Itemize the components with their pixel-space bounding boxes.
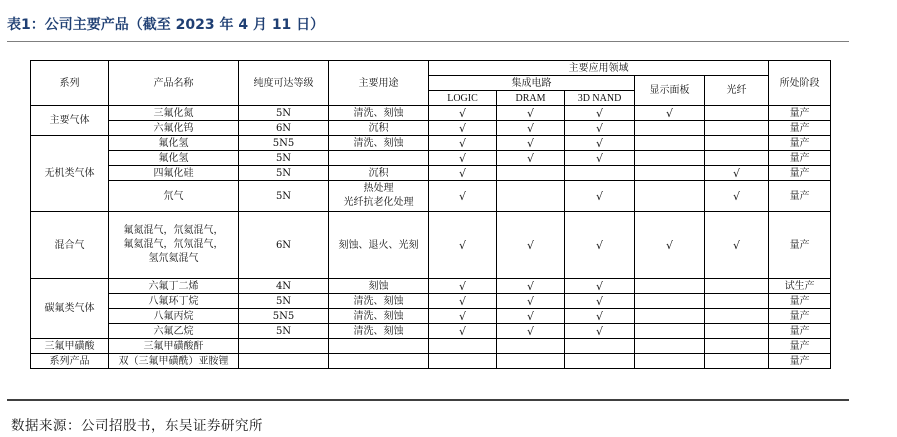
product-cell: 六氟丁二烯 [109,279,239,294]
purity-cell [239,354,329,369]
check-mark: √ [497,212,565,279]
usage-cell: 清洗、刻蚀 [329,106,429,121]
check-mark: √ [429,166,497,181]
check-mark: √ [429,121,497,136]
stage-cell: 量产 [769,106,831,121]
check-mark: √ [429,309,497,324]
empty-cell [429,339,497,354]
check-mark: √ [565,324,635,339]
purity-cell: 5N [239,151,329,166]
check-mark: √ [565,294,635,309]
table-row [31,136,831,151]
purity-cell: 5N5 [239,136,329,151]
empty-cell [705,279,769,294]
product-cell: 氘气 [109,181,239,212]
product-cell: 八氟丙烷 [109,309,239,324]
usage-cell [329,354,429,369]
table-row [31,181,831,212]
header-series: 系列 [31,61,109,106]
empty-cell [497,166,565,181]
product-cell: 三氟化氮 [109,106,239,121]
stage-cell: 量产 [769,354,831,369]
check-mark: √ [565,151,635,166]
table-row [31,294,831,309]
check-mark: √ [705,181,769,212]
table-row [31,106,831,121]
check-mark: √ [565,309,635,324]
empty-cell [635,151,705,166]
product-cell: 六氟化钨 [109,121,239,136]
header-app-field: 主要应用领域 [429,61,769,76]
table-row [31,324,831,339]
header-usage: 主要用途 [329,61,429,106]
group-triflic-line2: 系列产品 [31,354,109,369]
empty-cell [635,309,705,324]
check-mark: √ [565,181,635,212]
usage-cell: 刻蚀、退火、光刻 [329,212,429,279]
empty-cell [705,106,769,121]
check-mark: √ [497,309,565,324]
group-mixed-gas: 混合气 [31,212,109,279]
purity-cell: 5N [239,166,329,181]
check-mark: √ [429,279,497,294]
usage-line: 光纤抗老化处理 [343,197,414,208]
table-row [31,212,831,279]
check-mark: √ [705,166,769,181]
empty-cell [565,339,635,354]
empty-cell [705,151,769,166]
stage-cell: 量产 [769,181,831,212]
check-mark: √ [429,294,497,309]
empty-cell [635,354,705,369]
header-dram: DRAM [497,91,565,106]
empty-cell [635,324,705,339]
check-mark: √ [429,151,497,166]
header-ic: 集成电路 [429,76,635,91]
check-mark: √ [565,106,635,121]
stage-cell: 量产 [769,121,831,136]
table-row [31,121,831,136]
check-mark: √ [565,136,635,151]
check-mark: √ [497,121,565,136]
empty-cell [635,181,705,212]
stage-cell: 量产 [769,212,831,279]
page-title: 表1：公司主要产品（截至 2023 年 4 月 11 日） [7,17,325,33]
usage-cell: 刻蚀 [329,279,429,294]
group-fluorocarbon-gas: 碳氟类气体 [31,279,109,339]
empty-cell [705,324,769,339]
empty-cell [635,339,705,354]
purity-cell: 5N [239,181,329,212]
check-mark: √ [429,136,497,151]
check-mark: √ [635,106,705,121]
stage-cell: 量产 [769,136,831,151]
table-row [31,151,831,166]
stage-cell: 量产 [769,339,831,354]
usage-cell: 沉积 [329,121,429,136]
check-mark: √ [635,212,705,279]
header-purity: 纯度可达等级 [239,61,329,106]
empty-cell [705,136,769,151]
empty-cell [705,339,769,354]
usage-cell: 清洗、刻蚀 [329,294,429,309]
group-main-gas: 主要气体 [31,106,109,136]
header-fiber: 光纤 [705,76,769,106]
check-mark: √ [429,212,497,279]
usage-cell [329,181,429,212]
purity-cell: 5N [239,324,329,339]
table-row [31,339,831,354]
product-line: 氟氮混气，氘氦混气， [123,225,224,236]
usage-cell: 清洗、刻蚀 [329,324,429,339]
empty-cell [635,279,705,294]
table-row [31,354,831,369]
purity-cell: 4N [239,279,329,294]
usage-cell: 清洗、刻蚀 [329,309,429,324]
empty-cell [635,294,705,309]
check-mark: √ [429,181,497,212]
product-cell: 六氟乙烷 [109,324,239,339]
purity-cell: 5N [239,294,329,309]
empty-cell [565,354,635,369]
check-mark: √ [497,324,565,339]
product-cell: 双（三氟甲磺酰）亚胺锂 [109,354,239,369]
table-row [31,279,831,294]
product-cell: 八氟环丁烷 [109,294,239,309]
purity-cell: 5N5 [239,309,329,324]
stage-cell: 量产 [769,324,831,339]
product-table [30,60,831,369]
empty-cell [635,121,705,136]
purity-cell: 6N [239,212,329,279]
usage-cell: 沉积 [329,166,429,181]
table-row [31,166,831,181]
group-inorganic-gas: 无机类气体 [31,136,109,212]
stage-cell: 量产 [769,151,831,166]
product-line: 氢氘氦混气 [148,253,199,264]
bottom-divider [7,399,849,401]
stage-cell: 试生产 [769,279,831,294]
empty-cell [565,166,635,181]
usage-cell [329,339,429,354]
usage-line: 热处理 [363,183,394,194]
check-mark: √ [497,151,565,166]
header-product: 产品名称 [109,61,239,106]
stage-cell: 量产 [769,166,831,181]
product-line: 氟氦混气，氘氖混气， [123,239,224,250]
check-mark: √ [565,121,635,136]
usage-cell: 清洗、刻蚀 [329,136,429,151]
check-mark: √ [497,136,565,151]
empty-cell [705,121,769,136]
header-display: 显示面板 [635,76,705,106]
purity-cell: 5N [239,106,329,121]
check-mark: √ [429,324,497,339]
check-mark: √ [497,279,565,294]
empty-cell [429,354,497,369]
header-stage: 所处阶段 [769,61,831,106]
stage-cell: 量产 [769,309,831,324]
stage-cell: 量产 [769,294,831,309]
check-mark: √ [497,294,565,309]
empty-cell [497,339,565,354]
header-logic: LOGIC [429,91,497,106]
empty-cell [705,309,769,324]
product-cell: 四氟化硅 [109,166,239,181]
empty-cell [705,354,769,369]
purity-cell: 6N [239,121,329,136]
check-mark: √ [565,212,635,279]
check-mark: √ [565,279,635,294]
empty-cell [635,166,705,181]
header-3d-nand: 3D NAND [565,91,635,106]
empty-cell [497,354,565,369]
product-cell [109,212,239,279]
product-cell: 氟化氢 [109,136,239,151]
table-row [31,309,831,324]
group-triflic-line1: 三氟甲磺酸 [31,339,109,354]
purity-cell [239,339,329,354]
product-cell: 三氟甲磺酸酐 [109,339,239,354]
data-source: 数据来源：公司招股书，东吴证券研究所 [11,418,263,434]
empty-cell [635,136,705,151]
check-mark: √ [497,106,565,121]
check-mark: √ [429,106,497,121]
product-cell: 氟化氢 [109,151,239,166]
usage-cell [329,151,429,166]
empty-cell [705,294,769,309]
empty-cell [497,181,565,212]
check-mark: √ [705,212,769,279]
title-divider [7,41,849,42]
